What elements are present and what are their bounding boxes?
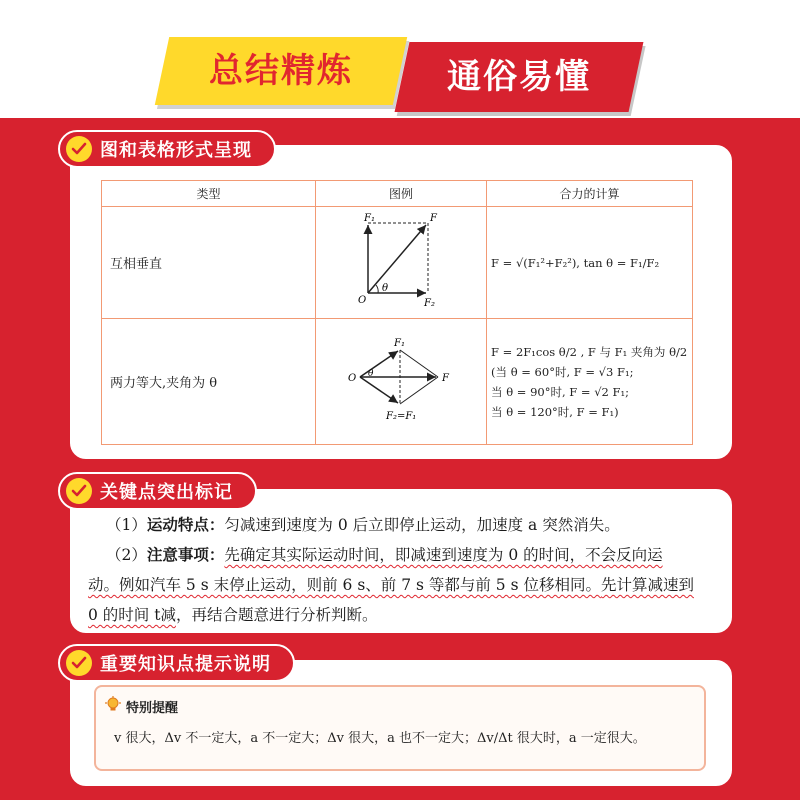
section2-title: 关键点突出标记 bbox=[100, 482, 233, 503]
section1-badge bbox=[58, 130, 276, 168]
item-number: （1） bbox=[106, 516, 147, 534]
item-number: （2） bbox=[106, 546, 147, 564]
table-header: 合力的计算 bbox=[487, 181, 693, 207]
header-right-title: 通俗易懂 bbox=[447, 57, 591, 97]
perpendicular-forces-diagram bbox=[316, 207, 486, 315]
paragraph-text: ，再结合题意进行分析判断。 bbox=[175, 606, 378, 624]
calc-line: F = 2F₁cos θ/2 , F 与 F₁ 夹角为 θ/2 bbox=[491, 344, 688, 359]
diagram-cell bbox=[316, 319, 487, 445]
table-header-row bbox=[102, 181, 693, 207]
highlighted-text: 动。例如汽车 5 s 末停止运动，则前 6 s、前 7 s 等都与前 5 s 位移相同。 bbox=[88, 576, 601, 594]
highlighted-text: 先计算减速到 bbox=[600, 576, 694, 594]
diagram-cell bbox=[316, 207, 487, 319]
header-left-title: 总结精炼 bbox=[209, 51, 353, 91]
highlighted-text: 0 的时间 t减 bbox=[88, 606, 176, 624]
label-f2: F₂ bbox=[424, 298, 435, 309]
calc-cell bbox=[487, 319, 693, 445]
label-f: F bbox=[430, 213, 437, 224]
type-cell: 互相垂直 bbox=[102, 207, 316, 319]
label-f2: F₂=F₁ bbox=[386, 411, 417, 422]
table-row bbox=[102, 319, 693, 445]
highlighted-text: 先确定其实际运动时间，即减速到速度为 0 的时间，不会反向运 bbox=[224, 546, 663, 564]
calc-cell: F = √(F₁²+F₂²), tan θ = F₁/F₂ bbox=[487, 207, 693, 319]
section1-title: 图和表格形式呈现 bbox=[100, 140, 252, 161]
section3-badge bbox=[58, 644, 295, 682]
label-o: O bbox=[358, 295, 367, 306]
label-f1: F₁ bbox=[364, 213, 375, 224]
label-f1: F₁ bbox=[394, 338, 405, 349]
paragraph-2-line-2 bbox=[88, 570, 694, 600]
label-o: O bbox=[348, 373, 357, 384]
table-header: 类型 bbox=[102, 181, 316, 207]
calc-line: (当 θ = 60°时, F = √3 F₁; bbox=[491, 364, 634, 379]
equal-forces-diagram bbox=[316, 319, 486, 441]
section2-badge bbox=[58, 472, 257, 510]
label-f: F bbox=[442, 373, 449, 384]
keyword: 注意事项： bbox=[146, 546, 225, 564]
paragraph-text: 匀减速到速度为 0 后立即停止运动，加速度 a 突然消失。 bbox=[224, 516, 620, 534]
paragraph-2-line-3 bbox=[88, 600, 377, 630]
section3-title: 重要知识点提示说明 bbox=[100, 654, 271, 675]
label-theta: θ bbox=[382, 283, 389, 294]
table-row bbox=[102, 207, 693, 319]
paragraph-2-line-1 bbox=[88, 540, 663, 570]
type-cell: 两力等大,夹角为 θ bbox=[102, 319, 316, 445]
paragraph-1 bbox=[88, 510, 620, 540]
keyword: 运动特点： bbox=[146, 516, 225, 534]
special-reminder-box bbox=[94, 685, 706, 771]
check-icon bbox=[66, 650, 92, 676]
check-icon bbox=[66, 136, 92, 162]
check-icon bbox=[66, 478, 92, 504]
lightbulb-icon bbox=[104, 696, 122, 714]
calc-line: 当 θ = 90°时, F = √2 F₁; bbox=[491, 384, 629, 399]
table-header: 图例 bbox=[316, 181, 487, 207]
tip-title: 特别提醒 bbox=[126, 701, 179, 716]
label-theta: θ bbox=[368, 369, 374, 379]
calc-line: 当 θ = 120°时, F = F₁) bbox=[491, 404, 619, 419]
force-composition-table bbox=[101, 180, 693, 445]
tip-text: v 很大，Δv 不一定大，a 不一定大；Δv 很大，a 也不一定大；Δv/Δt 很大时，a 一定很大。 bbox=[114, 731, 646, 746]
